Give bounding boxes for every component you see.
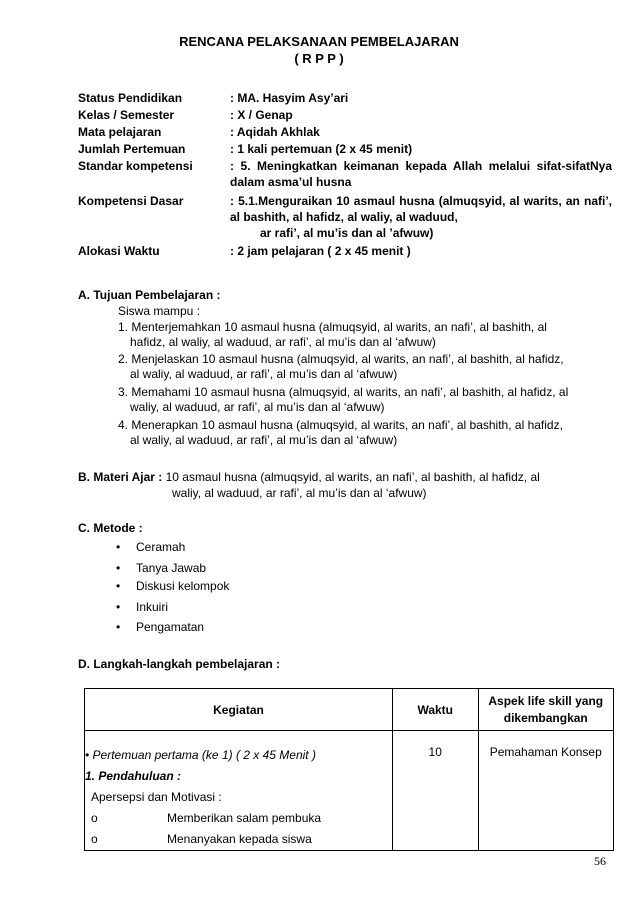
bullet-icon: • xyxy=(116,561,121,575)
info-row-pertemuan xyxy=(78,141,612,157)
info-value: : X / Genap xyxy=(230,108,293,122)
bullet-icon: • xyxy=(116,600,121,614)
goal-text: Menerapkan 10 asmaul husna (almuqsyid, al warits, an nafi’, al bashith, al hafidz, xyxy=(131,418,563,432)
table-row xyxy=(85,731,614,851)
meeting-line xyxy=(85,745,392,766)
section-b-text-cont: waliy, al waduud, ar rafi’, al mu’is dan al ‘afwuw) xyxy=(172,486,427,500)
step-item xyxy=(85,808,392,829)
info-value: : 5. Meningkatkan keimanan kepada Allah melalui sifat-sifatNya dalam asma’ul husna xyxy=(230,159,612,189)
bullet-icon: • xyxy=(85,748,90,762)
table-header-aspek: Aspek life skill yang dikembangkan xyxy=(478,689,614,731)
bullet-icon: • xyxy=(116,620,121,634)
step-text: Menanyakan kepada siswa xyxy=(167,832,312,846)
goal-text: Menterjemahkan 10 asmaul husna (almuqsyid, al warits, an nafi’, al bashith, al xyxy=(131,320,547,334)
step-text: Memberikan salam pembuka xyxy=(167,811,322,825)
goal-text-cont: al waliy, al waduud, ar rafi’, al mu’is dan al ‘afwuw) xyxy=(130,433,398,447)
table-header-waktu: Waktu xyxy=(392,689,478,731)
bullet-icon: • xyxy=(116,579,121,593)
steps-table xyxy=(84,688,614,851)
circle-bullet-icon: o xyxy=(91,811,98,825)
table-cell-aspek: Pemahaman Konsep xyxy=(478,731,614,851)
circle-bullet-icon: o xyxy=(91,832,98,846)
goal-number: 4. xyxy=(118,418,129,432)
info-value-line: : 5.1.Menguraikan 10 asmaul husna (almuqsyid, al warits, an nafi’, al bashith, al hafidz, al waliy, al waduud, xyxy=(230,194,612,224)
section-b-text: 10 asmaul husna (almuqsyid, al warits, an nafi’, al bashith, al hafidz, al xyxy=(162,470,540,484)
info-label: Alokasi Waktu xyxy=(78,244,160,258)
method-label: Diskusi kelompok xyxy=(136,579,230,593)
info-row-mapel xyxy=(78,124,612,140)
info-row-status xyxy=(78,90,612,106)
table-cell-waktu: 10 xyxy=(392,731,478,851)
info-label: Mata pelajaran xyxy=(78,125,162,139)
info-label: Jumlah Pertemuan xyxy=(78,142,186,156)
goal-text-cont: waliy, al waduud, ar rafi’, al mu’is dan al ‘afwuw) xyxy=(130,400,385,414)
section-a-intro: Siswa mampu : xyxy=(118,304,201,318)
method-item xyxy=(116,620,204,634)
section-b-label: B. Materi Ajar : xyxy=(78,470,163,484)
info-label: Kelas / Semester xyxy=(78,108,175,122)
goal-text-cont: hafidz, al waliy, al waduud, ar rafi’, al mu’is dan al ‘afwuw) xyxy=(130,335,436,349)
section-a-heading: A. Tujuan Pembelajaran : xyxy=(78,288,221,302)
goal-number: 1. xyxy=(118,320,129,334)
goal-text: Menjelaskan 10 asmaul husna (almuqsyid, al warits, an nafi’, al bashith, al hafidz, xyxy=(131,352,564,366)
info-label: Standar kompetensi xyxy=(78,159,193,173)
goal-text-cont: al waliy, al waduud, ar rafi’, al mu’is dan al ‘afwuw) xyxy=(130,367,398,381)
info-value: : MA. Hasyim Asy’ari xyxy=(230,91,349,105)
info-value: : 2 jam pelajaran ( 2 x 45 menit ) xyxy=(230,244,411,258)
bullet-icon: • xyxy=(116,540,121,554)
method-label: Inkuiri xyxy=(136,600,169,614)
goal-number: 2. xyxy=(118,352,129,366)
page-number: 56 xyxy=(594,854,606,868)
document-title: RENCANA PELAKSANAAN PEMBELAJARAN xyxy=(179,34,459,49)
info-value: : Aqidah Akhlak xyxy=(230,125,320,139)
table-header-kegiatan: Kegiatan xyxy=(85,689,393,731)
meeting-label: Pertemuan pertama (ke 1) ( 2 x 45 Menit ) xyxy=(92,748,316,762)
table-cell-kegiatan xyxy=(85,731,393,851)
goal-item xyxy=(118,320,604,350)
info-label: Status Pendidikan xyxy=(78,91,183,105)
section-d-heading: D. Langkah-langkah pembelajaran : xyxy=(78,657,281,671)
info-value xyxy=(230,193,612,241)
section-b-heading xyxy=(78,470,540,484)
document-subtitle: ( R P P ) xyxy=(294,51,344,66)
info-row-kelas xyxy=(78,107,612,123)
identity-block xyxy=(78,90,612,260)
phase-label: 1. Pendahuluan : xyxy=(85,769,182,783)
info-row-kompetensi xyxy=(78,193,612,241)
goal-item xyxy=(118,352,604,382)
goal-text: Memahami 10 asmaul husna (almuqsyid, al warits, an nafi’, al bashith, al hafidz, al xyxy=(131,385,569,399)
info-row-standar xyxy=(78,158,612,190)
method-label: Pengamatan xyxy=(136,620,205,634)
section-c-heading: C. Metode : xyxy=(78,521,143,535)
info-value: : 1 kali pertemuan (2 x 45 menit) xyxy=(230,142,413,156)
info-value-line: ar rafi’, al mu’is dan al ’afwuw) xyxy=(260,226,434,240)
method-item xyxy=(116,600,168,614)
sub-label: Apersepsi dan Motivasi : xyxy=(91,790,222,804)
method-item xyxy=(116,579,229,593)
method-label: Ceramah xyxy=(136,540,186,554)
method-item xyxy=(116,540,185,554)
method-item xyxy=(116,561,206,575)
step-item xyxy=(85,829,392,850)
info-label: Kompetensi Dasar xyxy=(78,194,184,208)
goal-item xyxy=(118,385,604,415)
method-label: Tanya Jawab xyxy=(136,561,207,575)
goal-item xyxy=(118,418,604,448)
goal-number: 3. xyxy=(118,385,129,399)
info-row-alokasi xyxy=(78,243,612,259)
